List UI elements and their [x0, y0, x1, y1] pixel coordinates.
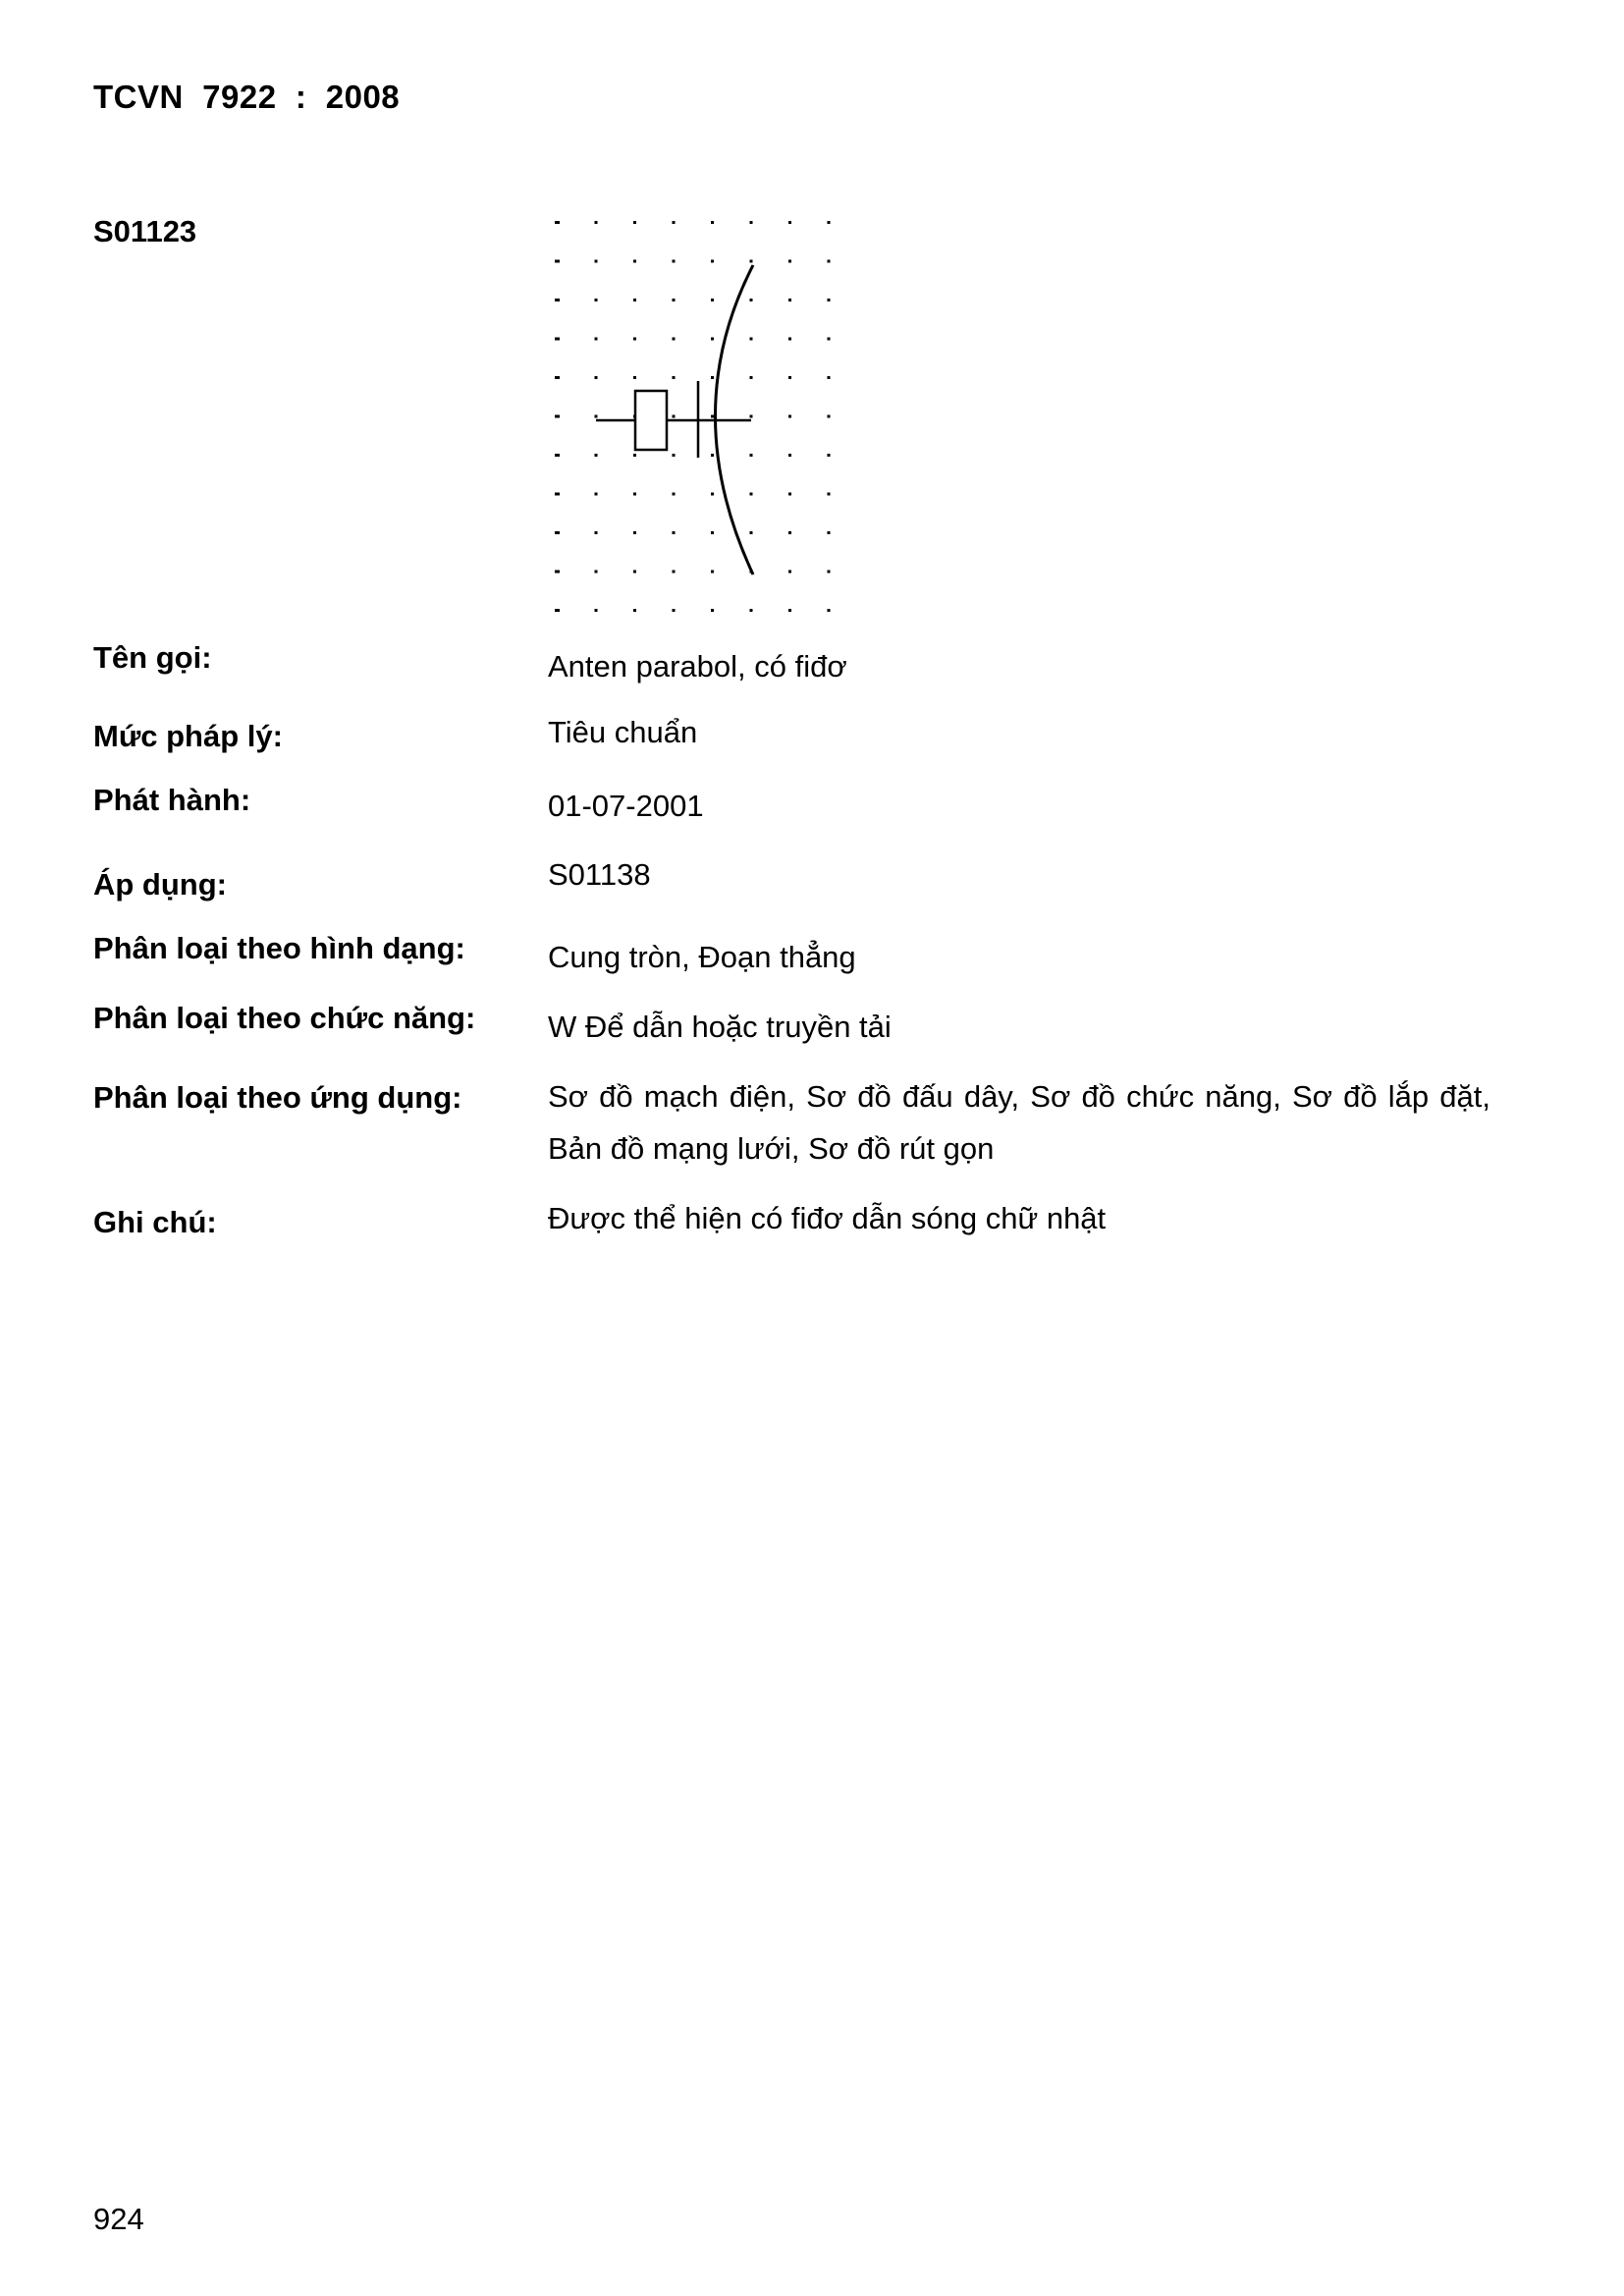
value-ghi-chu: Được thể hiện có fiđơ dẫn sóng chữ nhật: [548, 1201, 1107, 1235]
grid-dot: [555, 609, 560, 612]
grid-dot: [750, 338, 753, 341]
grid-dot: [828, 299, 831, 301]
grid-dot: [595, 454, 598, 457]
grid-dot: [555, 531, 560, 534]
grid-dot: [633, 376, 636, 379]
grid-dot: [673, 493, 676, 496]
grid-dot: [673, 376, 676, 379]
grid-dot: [595, 376, 598, 379]
grid-dot: [633, 571, 636, 574]
grid-dot: [633, 609, 636, 612]
grid-dot: [750, 376, 753, 379]
grid-dot: [711, 376, 714, 379]
grid-dot: [828, 493, 831, 496]
grid-dot: [788, 376, 791, 379]
grid-dot: [828, 609, 831, 612]
grid-dot: [788, 531, 791, 534]
grid-dot: [555, 338, 560, 341]
grid-dot: [711, 221, 714, 224]
grid-dot: [828, 415, 831, 418]
grid-dot: [828, 571, 831, 574]
grid-dot: [788, 493, 791, 496]
grid-dot: [711, 299, 714, 301]
grid-dot: [828, 338, 831, 341]
grid-dot: [673, 260, 676, 263]
symbol-code: S01123: [93, 214, 197, 248]
value-chuc-nang: W Để dẫn hoặc truyền tải: [548, 1010, 892, 1044]
waveguide-rectangle: [635, 391, 667, 450]
grid-dot: [788, 609, 791, 612]
grid-dot: [595, 260, 598, 263]
label-phat-hanh: Phát hành:: [93, 783, 251, 817]
document-header: TCVN 7922 : 2008: [93, 79, 401, 115]
label-chuc-nang: Phân loại theo chức năng:: [93, 1001, 476, 1035]
grid-dot: [673, 221, 676, 224]
grid-dot: [595, 338, 598, 341]
grid-dot: [673, 531, 676, 534]
grid-dot: [673, 609, 676, 612]
grid-dot: [788, 260, 791, 263]
grid-dot: [673, 571, 676, 574]
value-muc-phap-ly: Tiêu chuẩn: [548, 715, 698, 749]
grid-dot: [788, 299, 791, 301]
grid-dot: [788, 415, 791, 418]
grid-dot: [711, 609, 714, 612]
grid-dot: [750, 609, 753, 612]
value-ten-goi: Anten parabol, có fiđơ: [548, 649, 847, 683]
grid-dot: [711, 415, 714, 418]
grid-dot: [711, 454, 714, 457]
grid-dot: [750, 493, 753, 496]
grid-dot: [750, 260, 753, 263]
label-hinh-dang: Phân loại theo hình dạng:: [93, 931, 465, 965]
grid-dot: [711, 338, 714, 341]
antenna-symbol-figure: [545, 206, 849, 629]
grid-dot: [788, 454, 791, 457]
grid-dot: [828, 221, 831, 224]
grid-dot: [673, 454, 676, 457]
grid-dot: [788, 338, 791, 341]
grid-dot: [633, 454, 636, 457]
value-ap-dung: S01138: [548, 857, 651, 892]
grid-dot: [673, 338, 676, 341]
grid-dot: [633, 493, 636, 496]
grid-dot: [828, 260, 831, 263]
grid-dot: [633, 221, 636, 224]
label-ten-goi: Tên gọi:: [93, 640, 212, 675]
value-hinh-dang: Cung tròn, Đoạn thẳng: [548, 940, 856, 974]
label-ap-dung: Áp dụng:: [93, 867, 228, 902]
grid-dot: [750, 415, 753, 418]
grid-dot: [595, 609, 598, 612]
grid-dot: [673, 415, 676, 418]
grid-dot: [595, 571, 598, 574]
grid-dot: [788, 221, 791, 224]
grid-dot: [711, 493, 714, 496]
grid-dot: [633, 531, 636, 534]
grid-dot: [633, 260, 636, 263]
grid-dot: [595, 221, 598, 224]
value-ung-dung: Sơ đồ mạch điện, Sơ đồ đấu dây, Sơ đồ chức năng, Sơ đồ lắp đặt, Bản đồ mạng lưới, Sơ đồ rút gọn: [548, 1079, 1490, 1166]
grid-dot: [555, 299, 560, 301]
grid-dot: [555, 571, 560, 574]
grid-dot: [555, 260, 560, 263]
grid-dot: [711, 531, 714, 534]
grid-dot: [750, 531, 753, 534]
grid-dot: [555, 415, 560, 418]
grid-dot: [555, 376, 560, 379]
grid-dot: [828, 454, 831, 457]
grid-dot: [828, 531, 831, 534]
grid-dot: [633, 338, 636, 341]
grid-dot: [555, 493, 560, 496]
label-muc-phap-ly: Mức pháp lý:: [93, 719, 283, 753]
grid-dot: [673, 299, 676, 301]
symbol-dot-grid: [555, 221, 831, 612]
label-ung-dung: Phân loại theo ứng dụng:: [93, 1080, 462, 1115]
grid-dot: [828, 376, 831, 379]
grid-dot: [595, 299, 598, 301]
grid-dot: [788, 571, 791, 574]
grid-dot: [711, 571, 714, 574]
grid-dot: [633, 299, 636, 301]
grid-dot: [711, 260, 714, 263]
grid-dot: [750, 299, 753, 301]
label-ghi-chu: Ghi chú:: [93, 1205, 217, 1239]
grid-dot: [555, 454, 560, 457]
grid-dot: [750, 454, 753, 457]
grid-dot: [595, 531, 598, 534]
grid-dot: [555, 221, 560, 224]
grid-dot: [595, 493, 598, 496]
value-phat-hanh: 01-07-2001: [548, 789, 704, 823]
grid-dot: [595, 415, 598, 418]
grid-dot: [750, 221, 753, 224]
page-number: 924: [93, 2202, 144, 2236]
